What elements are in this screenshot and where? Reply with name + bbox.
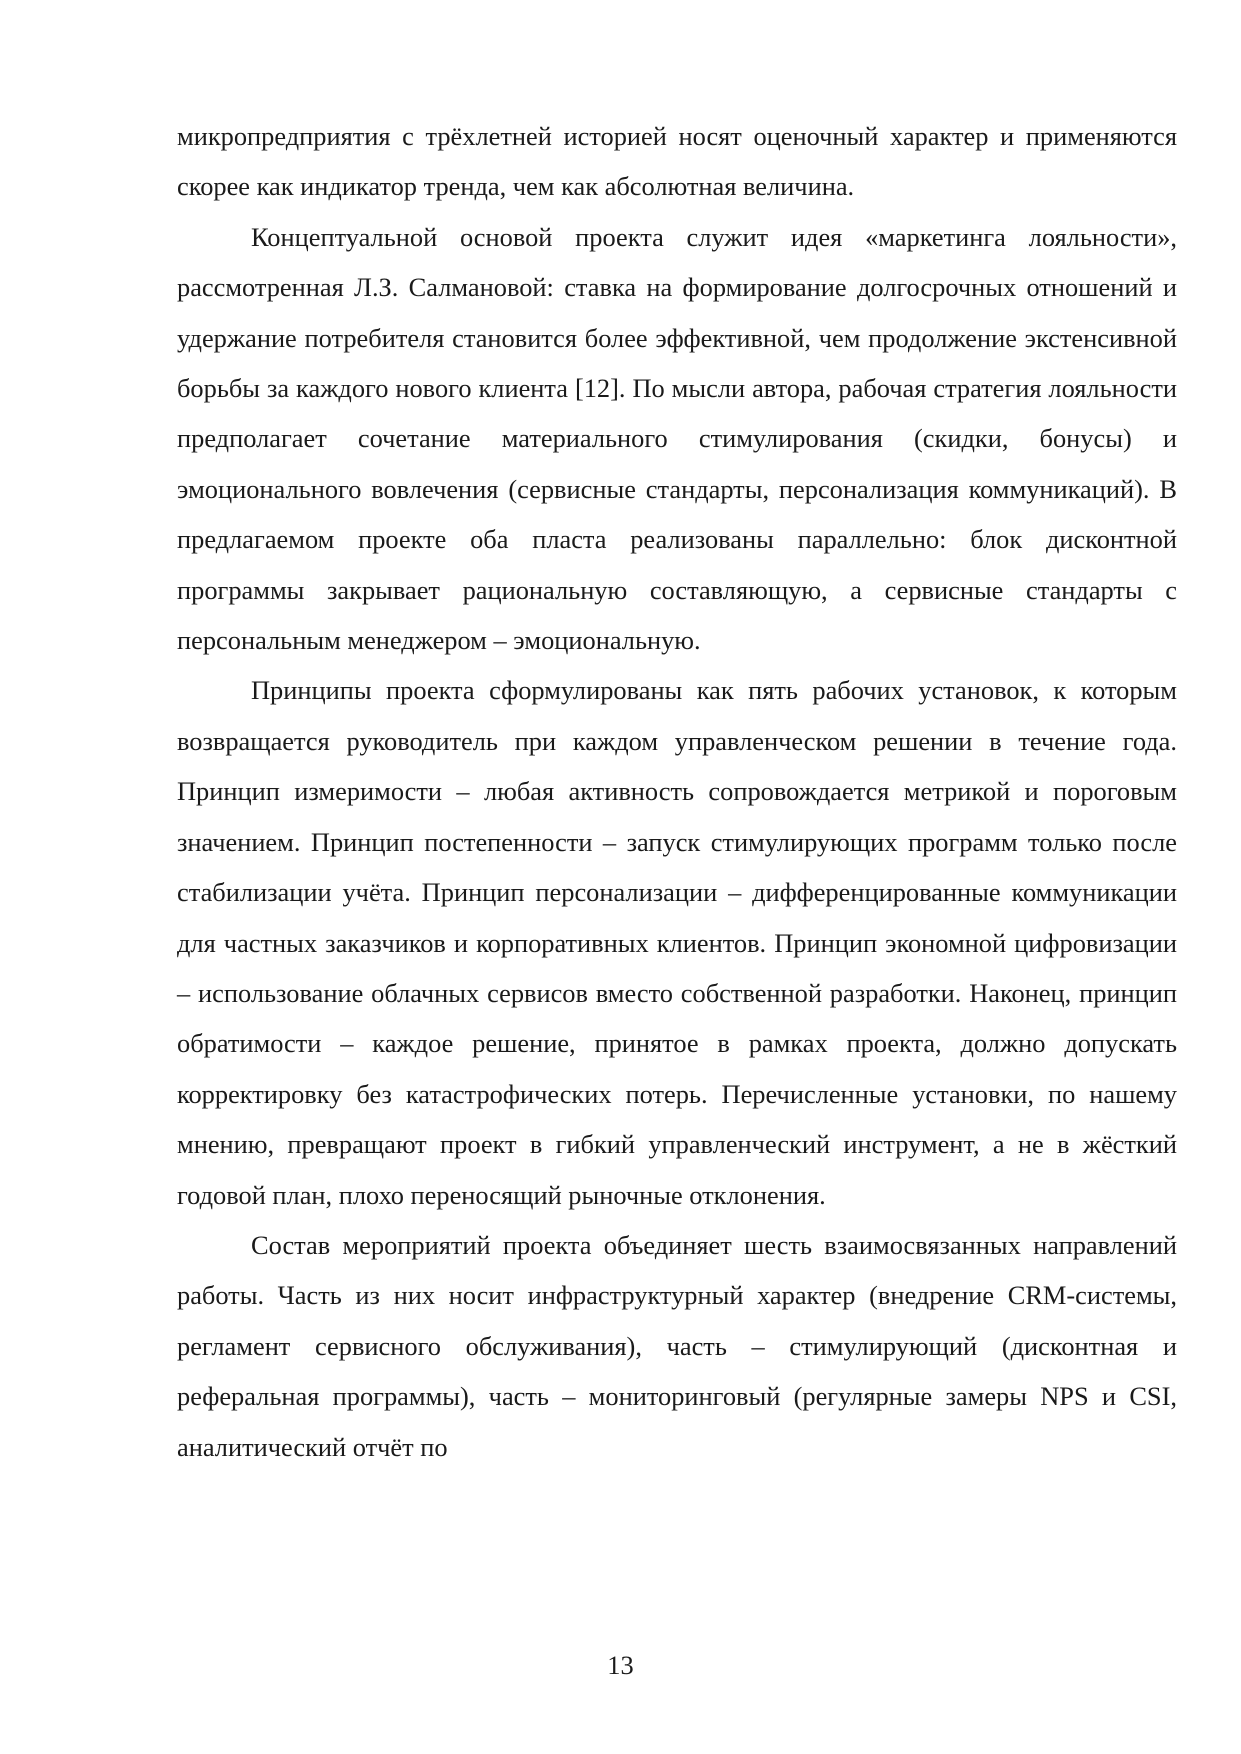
paragraph-continuation: микропредприятия с трёхлетней историей носят оценочный характер и применяются скорее как индикатор тренда, чем как абсолютная величина. — [177, 121, 1177, 202]
paragraph-project-activities: Состав мероприятий проекта объединяет шесть взаимосвязанных направлений работы. Часть из них носит инфраструктурный характер (внедрение CRM-системы, регламент сервисного обслуживания), часть – стимулирующий (дисконтная и реферальная программы), часть – мониторинговый (регулярные замеры NPS и CSI, аналитический отчёт по — [177, 1229, 1177, 1462]
body-text — [177, 111, 1177, 1472]
paragraph-loyalty-marketing: Концептуальной основой проекта служит идея «маркетинга лояльности», рассмотренная Л.З. Салмановой: ставка на формирование долгосрочных отношений и удержание потребителя становится более эффективной, чем продолжение экстенсивной борьбы за каждого нового клиента [12]. По мысли автора, рабочая стратегия лояльности предполагает сочетание материального стимулирования (скидки, бонусы) и эмоционального вовлечения (сервисные стандарты, персонализация коммуникаций). В предлагаемом проекте оба пласта реализованы параллельно: блок дисконтной программы закрывает рациональную составляющую, а сервисные стандарты с персональным менеджером – эмоциональную. — [177, 221, 1177, 656]
page-number: 13 — [607, 1650, 634, 1680]
paragraph-project-principles: Принципы проекта сформулированы как пять рабочих установок, к которым возвращается руководитель при каждом управленческом решении в течение года. Принцип измеримости – любая активность сопровождается метрикой и пороговым значением. Принцип постепенности – запуск стимулирующих программ только после стабилизации учёта. Принцип персонализации – дифференцированные коммуникации для частных заказчиков и корпоративных клиентов. Принцип экономной цифровизации – использование облачных сервисов вместо собственной разработки. Наконец, принцип обратимости – каждое решение, принятое в рамках проекта, должно допускать корректировку без катастрофических потерь. Перечисленные установки, по нашему мнению, превращают проект в гибкий управленческий инструмент, а не в жёсткий годовой план, плохо переносящий рыночные отклонения. — [177, 675, 1177, 1210]
